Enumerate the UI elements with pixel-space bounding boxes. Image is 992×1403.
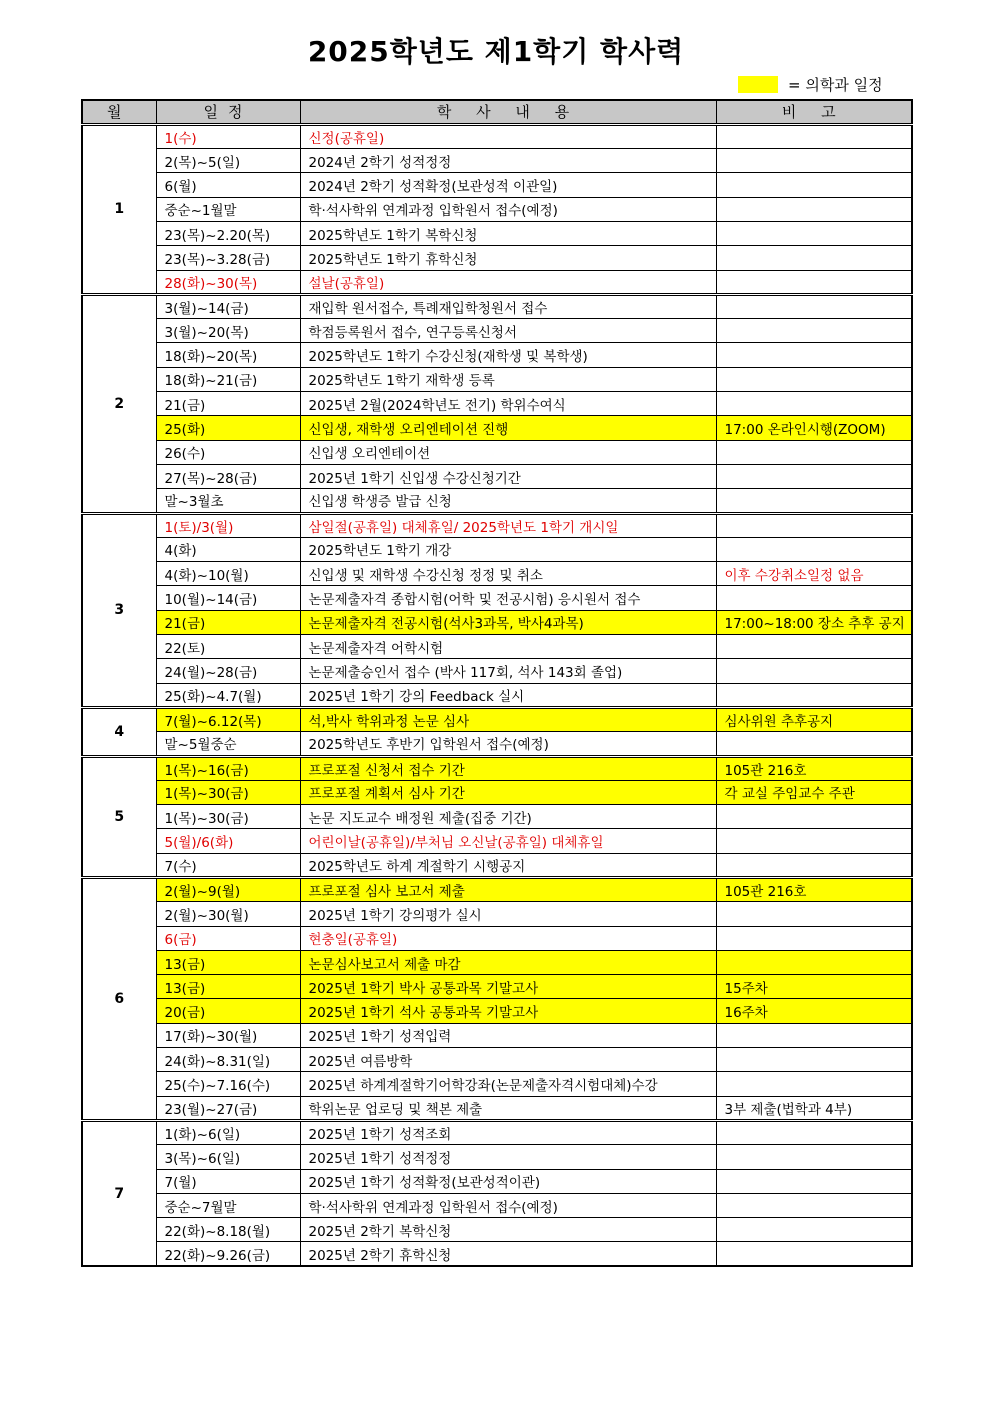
legend-swatch — [738, 76, 778, 93]
note-cell — [716, 829, 912, 853]
note-cell: 105관 216호 — [716, 756, 912, 780]
content-cell: 2025년 1학기 성적확정(보관성적이관) — [300, 1169, 716, 1193]
table-header-row — [82, 100, 912, 124]
table-row — [82, 124, 912, 148]
month-cell: 3 — [82, 513, 156, 707]
content-cell: 2025학년도 1학기 개강 — [300, 537, 716, 561]
content-cell: 2025년 2학기 휴학신청 — [300, 1242, 716, 1266]
note-cell — [716, 537, 912, 561]
date-cell: 말~5월중순 — [156, 732, 300, 756]
table-row — [82, 489, 912, 513]
table-row — [82, 1218, 912, 1242]
table-row — [82, 1169, 912, 1193]
date-cell: 28(화)~30(목) — [156, 270, 300, 294]
legend-text: = 의학과 일정 — [788, 76, 883, 94]
table-row — [82, 173, 912, 197]
table-row — [82, 1023, 912, 1047]
content-cell: 2025년 1학기 성적조회 — [300, 1120, 716, 1144]
date-cell: 4(화)~10(월) — [156, 562, 300, 586]
date-cell: 21(금) — [156, 610, 300, 634]
table-row — [82, 1120, 912, 1144]
note-cell — [716, 464, 912, 488]
date-cell: 말~3월초 — [156, 489, 300, 513]
date-cell: 7(월) — [156, 1169, 300, 1193]
content-cell: 신입생 학생증 발급 신청 — [300, 489, 716, 513]
content-cell: 논문제출승인서 접수 (박사 117회, 석사 143회 졸업) — [300, 659, 716, 683]
table-row — [82, 829, 912, 853]
table-row — [82, 756, 912, 780]
date-cell: 22(토) — [156, 635, 300, 659]
content-cell: 2024년 2학기 성적정정 — [300, 149, 716, 173]
note-cell: 105관 216호 — [716, 878, 912, 902]
date-cell: 6(월) — [156, 173, 300, 197]
date-cell: 1(목)~30(금) — [156, 805, 300, 829]
content-cell: 2025년 1학기 신입생 수강신청기간 — [300, 464, 716, 488]
note-cell — [716, 1048, 912, 1072]
note-cell — [716, 902, 912, 926]
content-cell: 어린이날(공휴일)/부처님 오신날(공휴일) 대체휴일 — [300, 829, 716, 853]
content-cell: 삼일절(공휴일) 대체휴일/ 2025학년도 1학기 개시일 — [300, 513, 716, 537]
date-cell: 중순~1월말 — [156, 197, 300, 221]
month-group — [82, 1120, 912, 1266]
note-cell — [716, 246, 912, 270]
note-cell — [716, 124, 912, 148]
note-cell — [716, 1072, 912, 1096]
date-cell: 2(목)~5(일) — [156, 149, 300, 173]
table-row — [82, 780, 912, 804]
table-row — [82, 367, 912, 391]
content-cell: 논문제출자격 어학시험 — [300, 635, 716, 659]
date-cell: 25(수)~7.16(수) — [156, 1072, 300, 1096]
content-cell: 2025학년도 후반기 입학원서 접수(예정) — [300, 732, 716, 756]
content-cell: 2025년 1학기 강의평가 실시 — [300, 902, 716, 926]
content-cell: 2025년 1학기 강의 Feedback 실시 — [300, 683, 716, 707]
note-cell: 15주차 — [716, 975, 912, 999]
table-row — [82, 319, 912, 343]
date-cell: 10(월)~14(금) — [156, 586, 300, 610]
date-cell: 3(월)~14(금) — [156, 294, 300, 318]
note-cell — [716, 732, 912, 756]
month-cell: 4 — [82, 707, 156, 756]
note-cell — [716, 635, 912, 659]
note-cell — [716, 659, 912, 683]
page-title: 2025학년도 제1학기 학사력 — [307, 35, 685, 68]
note-cell — [716, 853, 912, 877]
date-cell: 1(목)~16(금) — [156, 756, 300, 780]
date-cell: 2(월)~9(월) — [156, 878, 300, 902]
content-cell: 학·석사학위 연계과정 입학원서 접수(예정) — [300, 197, 716, 221]
table-row — [82, 294, 912, 318]
table-row — [82, 1242, 912, 1266]
content-cell: 논문제출자격 전공시험(석사3과목, 박사4과목) — [300, 610, 716, 634]
date-cell: 3(목)~6(일) — [156, 1145, 300, 1169]
note-cell — [716, 1120, 912, 1144]
month-group — [82, 124, 912, 294]
content-cell: 신입생, 재학생 오리엔테이션 진행 — [300, 416, 716, 440]
note-cell — [716, 1242, 912, 1266]
note-cell — [716, 926, 912, 950]
content-cell: 석,박사 학위과정 논문 심사 — [300, 707, 716, 731]
date-cell: 6(금) — [156, 926, 300, 950]
table-row — [82, 707, 912, 731]
note-cell — [716, 950, 912, 974]
table-row — [82, 221, 912, 245]
content-cell: 재입학 원서접수, 특례재입학청원서 접수 — [300, 294, 716, 318]
note-cell — [716, 343, 912, 367]
table-row — [82, 610, 912, 634]
table-row — [82, 1193, 912, 1217]
content-cell: 2025학년도 1학기 재학생 등록 — [300, 367, 716, 391]
table-row — [82, 732, 912, 756]
table-row — [82, 878, 912, 902]
table-row — [82, 1096, 912, 1120]
date-cell: 23(월)~27(금) — [156, 1096, 300, 1120]
table-row — [82, 464, 912, 488]
content-cell: 신입생 오리엔테이션 — [300, 440, 716, 464]
note-cell — [716, 586, 912, 610]
note-cell — [716, 197, 912, 221]
table-row — [82, 853, 912, 877]
table-row — [82, 805, 912, 829]
header-date: 일정 — [156, 100, 300, 124]
date-cell: 22(화)~8.18(월) — [156, 1218, 300, 1242]
date-cell: 1(수) — [156, 124, 300, 148]
table-row — [82, 416, 912, 440]
table-row — [82, 659, 912, 683]
month-group — [82, 513, 912, 707]
date-cell: 18(화)~21(금) — [156, 367, 300, 391]
date-cell: 24(화)~8.31(일) — [156, 1048, 300, 1072]
table-row — [82, 999, 912, 1023]
date-cell: 2(월)~30(월) — [156, 902, 300, 926]
content-cell: 학·석사학위 연계과정 입학원서 접수(예정) — [300, 1193, 716, 1217]
note-cell — [716, 1023, 912, 1047]
note-cell — [716, 392, 912, 416]
date-cell: 20(금) — [156, 999, 300, 1023]
table-row — [82, 513, 912, 537]
date-cell: 1(목)~30(금) — [156, 780, 300, 804]
content-cell: 신입생 및 재학생 수강신청 정정 및 취소 — [300, 562, 716, 586]
month-cell: 2 — [82, 294, 156, 513]
header-month: 월 — [82, 100, 156, 124]
content-cell: 2025년 하계계절학기어학강좌(논문제출자격시험대체)수강 — [300, 1072, 716, 1096]
date-cell: 중순~7월말 — [156, 1193, 300, 1217]
note-cell — [716, 489, 912, 513]
content-cell: 2025학년도 1학기 복학신청 — [300, 221, 716, 245]
academic-calendar-table — [81, 99, 913, 1267]
table-row — [82, 537, 912, 561]
date-cell: 1(화)~6(일) — [156, 1120, 300, 1144]
note-cell — [716, 440, 912, 464]
table-row — [82, 586, 912, 610]
content-cell: 2025학년도 1학기 휴학신청 — [300, 246, 716, 270]
note-cell — [716, 1169, 912, 1193]
date-cell: 26(수) — [156, 440, 300, 464]
content-cell: 논문 지도교수 배정원 제출(집중 기간) — [300, 805, 716, 829]
month-group — [82, 756, 912, 877]
month-cell: 6 — [82, 878, 156, 1121]
date-cell: 27(목)~28(금) — [156, 464, 300, 488]
table-row — [82, 975, 912, 999]
date-cell: 23(목)~3.28(금) — [156, 246, 300, 270]
note-cell — [716, 1193, 912, 1217]
content-cell: 2025학년도 1학기 수강신청(재학생 및 복학생) — [300, 343, 716, 367]
month-group — [82, 294, 912, 513]
note-cell — [716, 1145, 912, 1169]
date-cell: 18(화)~20(목) — [156, 343, 300, 367]
date-cell: 13(금) — [156, 950, 300, 974]
date-cell: 23(목)~2.20(목) — [156, 221, 300, 245]
table-row — [82, 197, 912, 221]
table-row — [82, 392, 912, 416]
month-cell: 7 — [82, 1120, 156, 1266]
content-cell: 학점등록원서 접수, 연구등록신청서 — [300, 319, 716, 343]
table-row — [82, 950, 912, 974]
month-group — [82, 707, 912, 756]
content-cell: 2025학년도 하계 계절학기 시행공지 — [300, 853, 716, 877]
table-row — [82, 683, 912, 707]
date-cell: 1(토)/3(월) — [156, 513, 300, 537]
note-cell — [716, 683, 912, 707]
note-cell: 이후 수강취소일정 없음 — [716, 562, 912, 586]
content-cell: 신정(공휴일) — [300, 124, 716, 148]
table-row — [82, 902, 912, 926]
table-row — [82, 635, 912, 659]
content-cell: 프로포절 신청서 접수 기간 — [300, 756, 716, 780]
table-row — [82, 440, 912, 464]
content-cell: 학위논문 업로딩 및 책본 제출 — [300, 1096, 716, 1120]
date-cell: 7(월)~6.12(목) — [156, 707, 300, 731]
date-cell: 7(수) — [156, 853, 300, 877]
date-cell: 13(금) — [156, 975, 300, 999]
date-cell: 24(월)~28(금) — [156, 659, 300, 683]
month-cell: 5 — [82, 756, 156, 877]
table-row — [82, 270, 912, 294]
note-cell — [716, 149, 912, 173]
month-group — [82, 878, 912, 1121]
content-cell: 2024년 2학기 성적확정(보관성적 이관일) — [300, 173, 716, 197]
header-note: 비 고 — [716, 100, 912, 124]
date-cell: 25(화)~4.7(월) — [156, 683, 300, 707]
date-cell: 5(월)/6(화) — [156, 829, 300, 853]
note-cell — [716, 367, 912, 391]
month-cell: 1 — [82, 124, 156, 294]
header-content: 학 사 내 용 — [300, 100, 716, 124]
note-cell — [716, 173, 912, 197]
date-cell: 4(화) — [156, 537, 300, 561]
note-cell — [716, 805, 912, 829]
legend — [738, 74, 883, 95]
note-cell — [716, 221, 912, 245]
content-cell: 2025년 2월(2024학년도 전기) 학위수여식 — [300, 392, 716, 416]
note-cell — [716, 319, 912, 343]
content-cell: 논문제출자격 종합시험(어학 및 전공시험) 응시원서 접수 — [300, 586, 716, 610]
note-cell: 16주차 — [716, 999, 912, 1023]
note-cell: 각 교실 주임교수 주관 — [716, 780, 912, 804]
content-cell: 설날(공휴일) — [300, 270, 716, 294]
content-cell: 프로포절 계획서 심사 기간 — [300, 780, 716, 804]
note-cell: 17:00 온라인시행(ZOOM) — [716, 416, 912, 440]
table-row — [82, 1048, 912, 1072]
table-row — [82, 149, 912, 173]
note-cell — [716, 270, 912, 294]
table-row — [82, 246, 912, 270]
date-cell: 3(월)~20(목) — [156, 319, 300, 343]
note-cell — [716, 1218, 912, 1242]
table-row — [82, 1072, 912, 1096]
content-cell: 2025년 1학기 성적정정 — [300, 1145, 716, 1169]
date-cell: 22(화)~9.26(금) — [156, 1242, 300, 1266]
content-cell: 2025년 2학기 복학신청 — [300, 1218, 716, 1242]
content-cell: 현충일(공휴일) — [300, 926, 716, 950]
content-cell: 프로포절 심사 보고서 제출 — [300, 878, 716, 902]
date-cell: 25(화) — [156, 416, 300, 440]
content-cell: 논문심사보고서 제출 마감 — [300, 950, 716, 974]
date-cell: 17(화)~30(월) — [156, 1023, 300, 1047]
table-row — [82, 1145, 912, 1169]
note-cell: 3부 제출(법학과 4부) — [716, 1096, 912, 1120]
content-cell: 2025년 1학기 박사 공통과목 기말고사 — [300, 975, 716, 999]
note-cell: 심사위원 추후공지 — [716, 707, 912, 731]
content-cell: 2025년 1학기 석사 공통과목 기말고사 — [300, 999, 716, 1023]
date-cell: 21(금) — [156, 392, 300, 416]
note-cell — [716, 294, 912, 318]
content-cell: 2025년 여름방학 — [300, 1048, 716, 1072]
table-row — [82, 562, 912, 586]
note-cell — [716, 513, 912, 537]
content-cell: 2025년 1학기 성적입력 — [300, 1023, 716, 1047]
note-cell: 17:00~18:00 장소 추후 공지 — [716, 610, 912, 634]
table-row — [82, 343, 912, 367]
table-row — [82, 926, 912, 950]
